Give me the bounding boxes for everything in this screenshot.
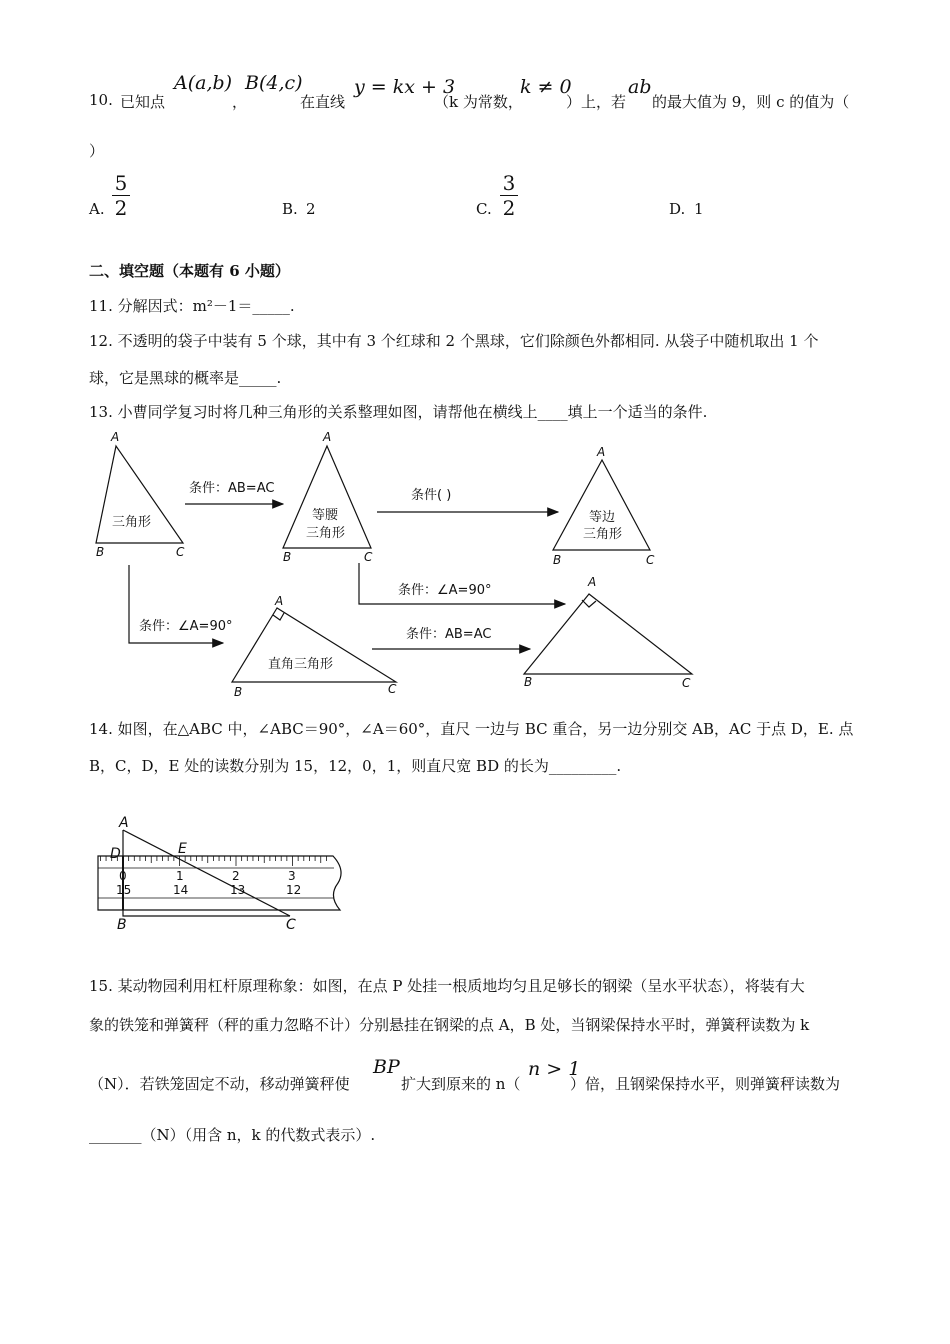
t2-vertex-a: A <box>323 430 332 444</box>
q10-line-eq: y = kx + 3 <box>354 76 456 98</box>
t5-vertex-c: C <box>682 676 691 690</box>
ruler-bottom-14: 14 <box>173 883 189 897</box>
condition-2: 条件( ) <box>411 488 452 503</box>
q10-option-a-label: A. <box>89 200 105 218</box>
q10-paren2: ）上，若 <box>566 93 627 111</box>
q10-point-a: A(a,b) <box>174 72 233 94</box>
question-15-line-1: 15. 某动物园利用杠杆原理称象：如图，在点 P 处挂一根质地均匀且足够长的钢梁（呈水平状态），将装有大 <box>89 977 805 995</box>
condition-3: 条件：∠A=90° <box>398 583 492 598</box>
ruler-top-0: 0 <box>119 869 127 883</box>
ruler-top-3: 3 <box>288 869 296 883</box>
question-15-line-3c: ）倍，且钢梁保持水平，则弹簧秤读数为 <box>570 1075 841 1093</box>
t4-label: 直角三角形 <box>268 657 334 672</box>
t1-vertex-b: B <box>96 545 105 559</box>
t3-vertex-a: A <box>597 445 606 459</box>
q13-triangle-diagram <box>0 425 950 705</box>
q10-option-d-value: 1 <box>694 200 704 218</box>
t4-vertex-c: C <box>388 682 397 696</box>
question-15-line-4: _______（N）（用含 n，k 的代数式表示）. <box>89 1126 376 1144</box>
t4-vertex-a: A <box>275 594 284 608</box>
ruler <box>98 856 341 910</box>
q10-comma: ， <box>232 93 248 111</box>
question-11: 11. 分解因式：m²－1＝_____. <box>89 297 295 315</box>
t2-label-1: 等腰 <box>312 508 339 523</box>
ruler-top-1: 1 <box>176 869 184 883</box>
t3-label-2: 三角形 <box>583 527 623 542</box>
triangle-isosceles-right <box>524 594 692 674</box>
question-14-line-2: B，C，D，E 处的读数分别为 15，12，0，1，则直尺宽 BD 的长为_________. <box>89 757 622 775</box>
t2-vertex-b: B <box>283 550 292 564</box>
point-a-label: A <box>119 815 129 831</box>
q14-ruler-diagram <box>90 808 350 938</box>
q10-number: 10. <box>89 91 113 109</box>
ruler-top-2: 2 <box>232 869 240 883</box>
point-b-label: B <box>117 917 127 933</box>
condition-1: 条件：AB=AC <box>189 481 275 496</box>
t1-label: 三角形 <box>112 515 152 530</box>
ruler-bottom-13: 13 <box>230 883 246 897</box>
q10-option-c-label: C. <box>476 200 492 218</box>
question-12-line-2: 球，它是黑球的概率是_____. <box>89 369 282 387</box>
q10-option-b-label: B. <box>282 200 298 218</box>
point-c-label: C <box>286 917 296 933</box>
q10-paren1: （k 为常数， <box>434 93 523 111</box>
point-d-label: D <box>110 846 121 862</box>
question-13: 13. 小曹同学复习时将几种三角形的关系整理如图，请帮他在横线上____填上一个适当的条件. <box>89 403 708 421</box>
question-15-bp: BP <box>373 1056 400 1078</box>
question-15-n-gt-1: n > 1 <box>528 1058 581 1080</box>
condition-4: 条件：∠A=90° <box>139 619 233 634</box>
t1-vertex-a: A <box>111 430 120 444</box>
ruler-bottom-12: 12 <box>286 883 302 897</box>
t5-vertex-a: A <box>588 575 597 589</box>
question-15-line-3a: （N）．若铁笼固定不动，移动弹簧秤使 <box>89 1075 350 1093</box>
section-2-title: 二、填空题（本题有 6 小题） <box>89 262 290 280</box>
question-15-line-3b: 扩大到原来的 n（ <box>401 1075 521 1093</box>
question-15-line-2: 象的铁笼和弹簧秤（秤的重力忽略不计）分别悬挂在钢梁的点 A，B 处，当钢梁保持水平时，弹簧秤读数为 k <box>89 1016 810 1034</box>
t3-vertex-c: C <box>646 553 655 567</box>
q10-tail: 的最大值为 9，则 c 的值为（ <box>652 93 850 111</box>
t2-vertex-c: C <box>364 550 373 564</box>
t2-label-2: 三角形 <box>306 526 346 541</box>
q10-option-d-label: D. <box>669 200 686 218</box>
q10-option-c-fraction: 3 2 <box>500 172 518 219</box>
ruler-bottom-15: 15 <box>116 883 132 897</box>
point-e-label: E <box>178 841 187 857</box>
question-12-line-1: 12. 不透明的袋子中装有 5 个球，其中有 3 个红球和 2 个黑球，它们除颜色外都相同. 从袋子中随机取出 1 个 <box>89 332 819 350</box>
q10-pre: 已知点 <box>120 93 166 111</box>
q10-close: ） <box>89 142 105 160</box>
q10-ab: ab <box>628 76 652 98</box>
t5-vertex-b: B <box>524 675 533 689</box>
t4-vertex-b: B <box>234 685 243 699</box>
question-14-line-1: 14. 如图，在△ABC 中，∠ABC＝90°，∠A＝60°，直尺 一边与 BC 重合，另一边分别交 AB，AC 于点 D，E. 点 <box>89 720 854 738</box>
q10-option-a-fraction: 5 2 <box>112 172 130 219</box>
q10-point-b: B(4,c) <box>245 72 303 94</box>
q10-option-b-value: 2 <box>306 200 316 218</box>
q10-mid: 在直线 <box>300 93 346 111</box>
t3-label-1: 等边 <box>589 510 616 525</box>
q10-k-ne-zero: k ≠ 0 <box>520 76 572 98</box>
t3-vertex-b: B <box>553 553 562 567</box>
condition-5: 条件：AB=AC <box>406 627 492 642</box>
t1-vertex-c: C <box>176 545 185 559</box>
